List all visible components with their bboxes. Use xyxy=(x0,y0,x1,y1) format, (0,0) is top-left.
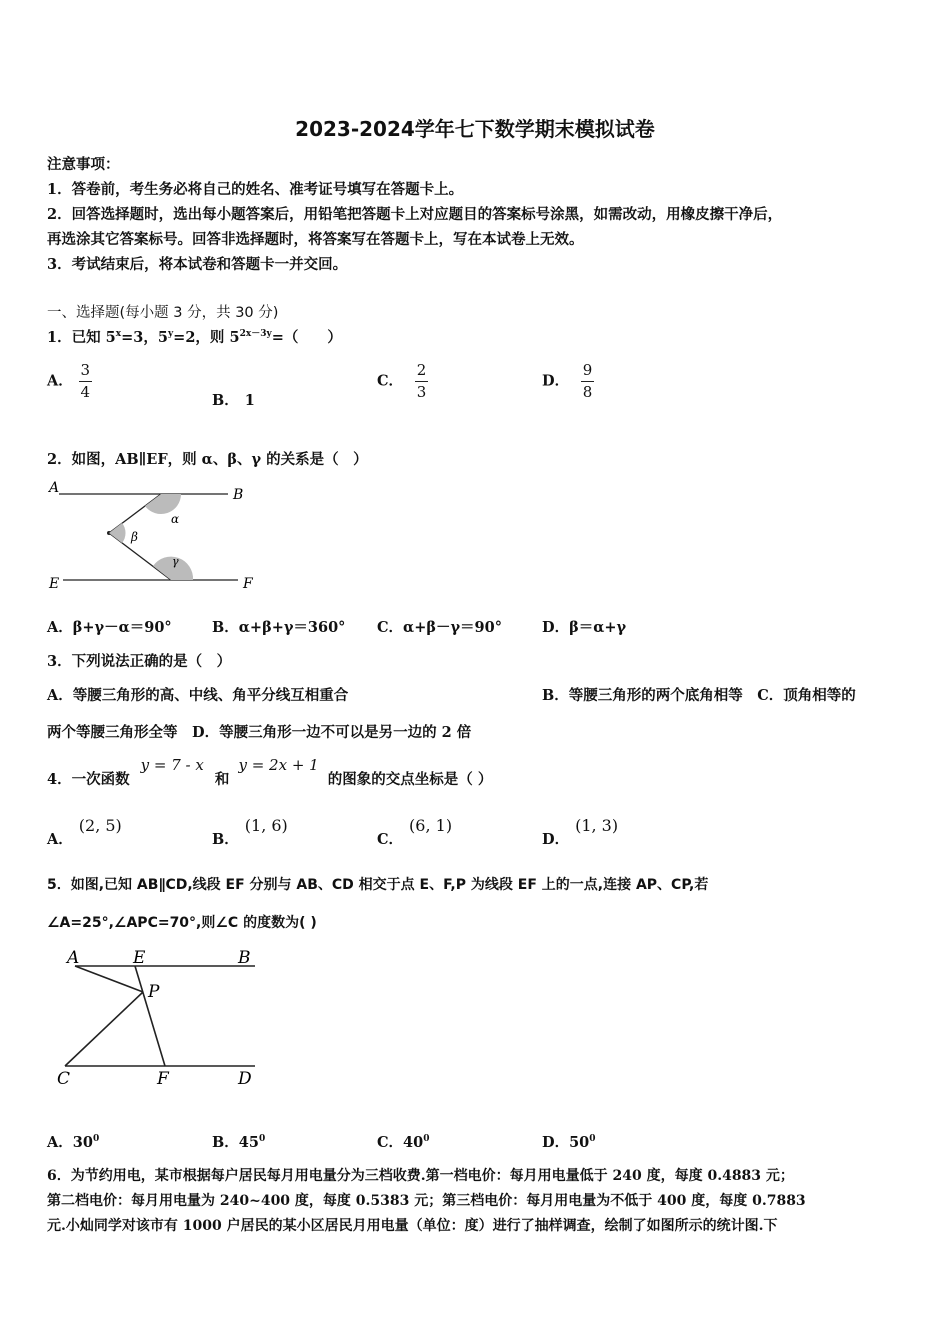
label-p: P xyxy=(148,982,160,1002)
q3-option-a[interactable]: A．等腰三角形的高、中线、角平分线互相重合 xyxy=(47,687,349,704)
label-b: B xyxy=(238,948,251,968)
q6-line-1: 6．为节约用电，某市根据每户居民每月用电量分为三档收费.第一档电价：每月用电量低于 240 度，每度 0.4883 元； xyxy=(47,1168,794,1184)
q5-option-b[interactable]: B．$45^0$ xyxy=(212,1134,266,1151)
q2-option-a[interactable]: A．β+γ－α＝90° xyxy=(47,619,172,636)
q1-stem: 1．已知 $5^x=3$，$5^y=2$，则 $5^{2x-3y}=$（ ） xyxy=(47,329,342,346)
label-f: F xyxy=(157,1069,169,1089)
page-title: 2023-2024学年七下数学期末模拟试卷 xyxy=(295,117,655,141)
q4-stem: 4．一次函数 y = 7 - x 和 y = 2x + 1 的图象的交点坐标是（ ） xyxy=(47,756,493,788)
notice-item-3: 3．考试结束后，将本试卷和答题卡一并交回。 xyxy=(47,256,348,273)
notice-item-1: 1．答卷前，考生务必将自己的姓名、准考证号填写在答题卡上。 xyxy=(47,181,464,198)
q2-option-d[interactable]: D．β＝α+γ xyxy=(542,619,627,636)
label-beta: β xyxy=(131,530,138,544)
q5-stem-2: ∠A=25°,∠APC=70°,则∠C 的度数为( ) xyxy=(47,915,317,931)
notice-item-2: 2．回答选择题时，选出每小题答案后，用铅笔把答题卡上对应题目的答案标号涂黑，如需改动，用橡皮擦干净后， xyxy=(47,206,783,223)
q4-equation-2: y = 2x + 1 xyxy=(238,756,319,774)
label-d: D xyxy=(238,1069,252,1089)
q1-option-c[interactable]: C． $\frac{2}{3}$ xyxy=(377,361,427,401)
q1-option-b[interactable]: B． 1 xyxy=(212,392,255,409)
label-f: F xyxy=(243,576,253,592)
label-gamma: γ xyxy=(172,555,179,568)
q1-option-a[interactable]: A． $\frac{3}{4}$ xyxy=(47,361,91,401)
q2-option-c[interactable]: C．α+β－γ＝90° xyxy=(377,619,502,636)
q1-option-d[interactable]: D． $\frac{9}{8}$ xyxy=(542,361,593,401)
segment-ef xyxy=(135,966,165,1066)
q3-stem: 3．下列说法正确的是（ ） xyxy=(47,653,232,670)
q5-option-d[interactable]: D．$50^0$ xyxy=(542,1134,596,1151)
q6-line-3: 元.小灿同学对该市有 1000 户居民的某小区居民月用电量（单位：度）进行了抽样调查，绘制了如图所示的统计图.下 xyxy=(47,1218,778,1234)
q5-figure xyxy=(45,945,275,1090)
label-a: A xyxy=(67,948,80,968)
q2-option-b[interactable]: B．α+β+γ＝360° xyxy=(212,619,346,636)
label-e: E xyxy=(49,576,60,592)
q2-stem: 2．如图，AB∥EF，则 α、β、γ 的关系是（ ） xyxy=(47,451,368,468)
q2-figure xyxy=(45,478,275,598)
q5-stem-1: 5．如图,已知 AB∥CD,线段 EF 分别与 AB、CD 相交于点 E、F,P 为线段 EF 上的一点,连接 AP、CP,若 xyxy=(47,877,709,893)
q4-option-b[interactable]: B．(1, 6) xyxy=(212,816,288,848)
label-alpha: α xyxy=(171,512,180,526)
q3-option-cd-cont[interactable]: 两个等腰三角形全等 D．等腰三角形一边不可以是另一边的 2 倍 xyxy=(47,724,472,741)
q6-line-2: 第二档电价：每月用电量为 240~400 度，每度 0.5383 元；第三档电价：每月用电量为不低于 400 度，每度 0.7883 xyxy=(47,1193,806,1209)
notice-heading: 注意事项： xyxy=(47,156,120,173)
segment-pc xyxy=(65,992,143,1066)
section-heading: 一、选择题(每小题 3 分，共 30 分) xyxy=(47,305,279,321)
q4-option-d[interactable]: D．(1, 3) xyxy=(542,816,619,848)
q4-option-a[interactable]: A．(2, 5) xyxy=(47,816,122,848)
q4-equation-1: y = 7 - x xyxy=(140,756,204,774)
label-a: A xyxy=(49,480,60,496)
label-b: B xyxy=(233,487,244,503)
alpha-arc xyxy=(145,494,181,514)
label-e: E xyxy=(133,948,146,968)
label-c: C xyxy=(57,1069,71,1089)
q5-option-c[interactable]: C．$40^0$ xyxy=(377,1134,430,1151)
q5-option-a[interactable]: A．$30^0$ xyxy=(47,1134,100,1151)
segment-ap xyxy=(75,966,143,992)
q4-option-c[interactable]: C．(6, 1) xyxy=(377,816,453,848)
notice-item-2-cont: 再选涂其它答案标号。回答非选择题时，将答案写在答题卡上，写在本试卷上无效。 xyxy=(47,231,584,248)
q3-option-bc[interactable]: B．等腰三角形的两个底角相等 C．顶角相等的 xyxy=(542,687,856,704)
